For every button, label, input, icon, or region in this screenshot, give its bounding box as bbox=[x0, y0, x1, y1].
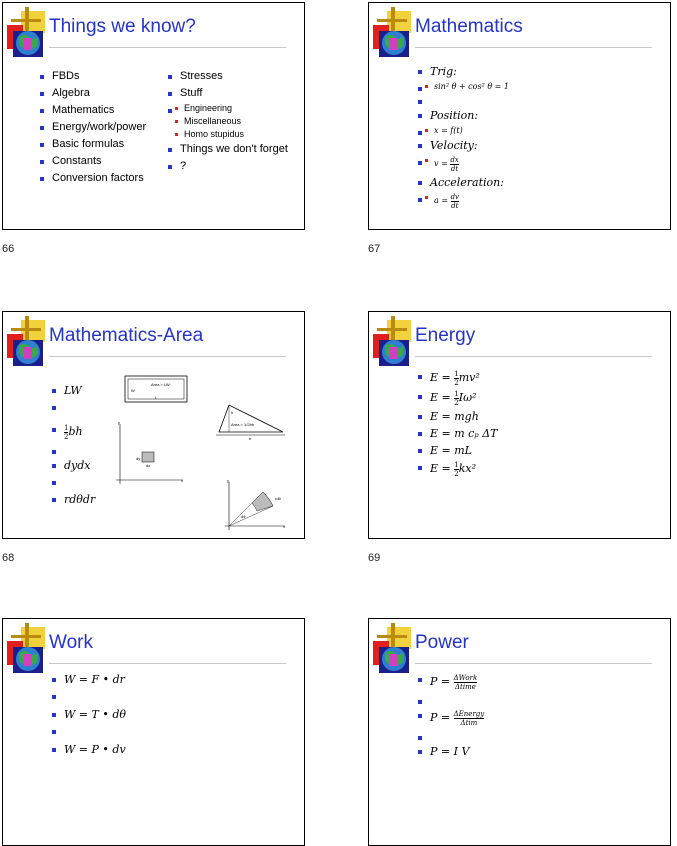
fig2-area-label: Area = 1/2bh bbox=[231, 422, 255, 427]
position-label: Position: bbox=[417, 107, 509, 124]
spacer bbox=[51, 399, 95, 421]
title-rule bbox=[49, 356, 286, 357]
fraction-numerator: 1 bbox=[454, 389, 459, 398]
energy-eq-post: kx² bbox=[458, 462, 476, 475]
sub-list bbox=[423, 191, 509, 211]
energy-equation bbox=[417, 442, 498, 459]
fig4-rdtheta: rdθ bbox=[275, 496, 281, 501]
polar-figure bbox=[225, 478, 285, 530]
spacer bbox=[51, 723, 126, 741]
fig1-w: W bbox=[131, 388, 135, 393]
power-lhs: P = bbox=[430, 675, 451, 688]
list-item: ? bbox=[167, 158, 288, 175]
velocity-denominator: dt bbox=[450, 164, 459, 173]
half-denominator: 2 bbox=[64, 432, 69, 441]
spacer bbox=[417, 93, 509, 107]
slide-title: Mathematics bbox=[415, 16, 523, 37]
sub-list-container bbox=[417, 154, 509, 174]
power-energy-numerator: ΔEnergy bbox=[453, 709, 485, 718]
sub-list bbox=[173, 102, 288, 141]
energy-equation bbox=[417, 425, 498, 442]
acceleration-equation bbox=[423, 191, 509, 211]
slide-title: Things we know? bbox=[49, 16, 196, 37]
spacer bbox=[417, 693, 484, 707]
sub-list-item: Homo stupidus bbox=[173, 128, 288, 141]
slide-number: 67 bbox=[368, 243, 381, 255]
list-item: Mathematics bbox=[39, 102, 146, 119]
spacer bbox=[51, 688, 126, 706]
energy-eq-text: E = bbox=[430, 391, 455, 404]
title-rule bbox=[49, 663, 286, 664]
slide-number: 69 bbox=[368, 552, 381, 564]
rectangle-figure bbox=[125, 376, 187, 402]
sub-list bbox=[423, 80, 509, 93]
power-work-denominator: Δtime bbox=[454, 682, 476, 691]
slide-title: Energy bbox=[415, 325, 476, 346]
power-energy-fraction bbox=[454, 710, 485, 727]
slide-66[interactable] bbox=[2, 2, 305, 230]
spacer bbox=[51, 443, 95, 457]
sub-list-item: Engineering bbox=[173, 102, 288, 115]
fraction-numerator: 1 bbox=[454, 460, 459, 469]
energy-equation bbox=[417, 459, 498, 479]
fig3-x: x bbox=[181, 478, 183, 483]
list-item: FBDs bbox=[39, 68, 146, 85]
bh-text: bh bbox=[68, 425, 83, 438]
slide-68[interactable] bbox=[2, 311, 305, 539]
power-list bbox=[417, 671, 484, 760]
topic-list-left bbox=[39, 68, 146, 187]
title-rule bbox=[415, 356, 652, 357]
energy-equation bbox=[417, 408, 498, 425]
trig-equation: sin² θ + cos² θ = 1 bbox=[423, 80, 509, 93]
slide-power[interactable] bbox=[368, 618, 671, 846]
fig3-y: y bbox=[118, 420, 120, 425]
fig1-area-label: Area = LW bbox=[151, 382, 170, 387]
energy-list bbox=[417, 368, 498, 479]
power-eq-work bbox=[417, 671, 484, 693]
velocity-numerator: dx bbox=[450, 155, 459, 164]
trig-label: Trig: bbox=[417, 63, 509, 80]
slide-work[interactable] bbox=[2, 618, 305, 846]
power-work-fraction bbox=[454, 674, 478, 691]
list-item: Conversion factors bbox=[39, 170, 146, 187]
energy-eq-text: E = mL bbox=[430, 444, 472, 457]
slide-title: Mathematics-Area bbox=[49, 325, 204, 346]
energy-eq-text: E = m cₚ ΔT bbox=[430, 427, 498, 440]
slide-logo-icon bbox=[7, 623, 47, 673]
velocity-label: Velocity: bbox=[417, 137, 509, 154]
energy-eq-text: E = bbox=[430, 371, 455, 384]
slide-logo-icon bbox=[7, 7, 47, 57]
energy-equation bbox=[417, 368, 498, 388]
sub-list bbox=[423, 124, 509, 137]
fraction-denominator: 2 bbox=[454, 469, 459, 478]
fig1-l: L bbox=[155, 395, 158, 400]
sub-list-container bbox=[417, 80, 509, 93]
fig3-dy: dy bbox=[136, 456, 141, 461]
spacer bbox=[51, 474, 95, 491]
sub-list-container bbox=[167, 102, 288, 141]
triangle-figure bbox=[216, 405, 285, 441]
fraction-denominator: 2 bbox=[454, 378, 459, 387]
list-item: Stuff bbox=[167, 85, 288, 102]
area-list bbox=[51, 382, 95, 508]
sub-list-container bbox=[417, 124, 509, 137]
list-item: Things we don't forget bbox=[167, 141, 288, 158]
spacer bbox=[417, 729, 484, 743]
work-eq-torque: W = T • dθ bbox=[51, 706, 126, 723]
power-eq-electric: P = I V bbox=[417, 743, 484, 760]
title-rule bbox=[415, 47, 652, 48]
list-item: Constants bbox=[39, 153, 146, 170]
slide-logo-icon bbox=[7, 316, 47, 366]
fraction-denominator: 2 bbox=[454, 398, 459, 407]
power-energy-denominator: Δtim bbox=[454, 718, 485, 727]
slide-logo-icon bbox=[373, 316, 413, 366]
power-eq-energy bbox=[417, 707, 484, 729]
dydx-figure bbox=[116, 420, 183, 484]
area-item-rdthetadr: rdθdr bbox=[51, 491, 95, 508]
slide-number: 66 bbox=[2, 243, 15, 255]
acceleration-numerator: dv bbox=[450, 192, 459, 201]
energy-eq-post: mv² bbox=[458, 371, 480, 384]
slide-title: Work bbox=[49, 632, 93, 653]
sub-list bbox=[423, 154, 509, 174]
acceleration-label: Acceleration: bbox=[417, 174, 509, 191]
slide-logo-icon bbox=[373, 623, 413, 673]
acceleration-denominator: dt bbox=[451, 201, 459, 210]
velocity-lhs: v = bbox=[434, 159, 448, 168]
half-numerator: 1 bbox=[64, 423, 69, 432]
sub-list-item: Miscellaneous bbox=[173, 115, 288, 128]
slide-title: Power bbox=[415, 632, 469, 653]
title-rule bbox=[49, 47, 286, 48]
velocity-equation bbox=[423, 154, 509, 174]
work-list bbox=[51, 671, 126, 758]
area-item-lw: LW bbox=[51, 382, 95, 399]
energy-eq-text: E = mgh bbox=[430, 410, 479, 423]
work-eq-force: W = F • dr bbox=[51, 671, 126, 688]
power-work-numerator: ΔWork bbox=[453, 673, 478, 682]
fig2-h: h bbox=[231, 410, 234, 415]
fig2-b: b bbox=[249, 436, 252, 441]
energy-eq-post: Iω² bbox=[458, 391, 477, 404]
area-item-bh bbox=[51, 421, 95, 443]
list-item: Energy/work/power bbox=[39, 119, 146, 136]
work-eq-pressure: W = P • dv bbox=[51, 741, 126, 758]
topic-list-right bbox=[167, 68, 288, 175]
area-item-dydx: dydx bbox=[51, 457, 95, 474]
slide-69[interactable] bbox=[368, 311, 671, 539]
slide-logo-icon bbox=[373, 7, 413, 57]
energy-eq-text: E = bbox=[430, 462, 455, 475]
fig4-y: y bbox=[227, 478, 229, 483]
fig4-x: x bbox=[283, 524, 285, 529]
list-item: Basic formulas bbox=[39, 136, 146, 153]
list-item: Stresses bbox=[167, 68, 288, 85]
velocity-fraction bbox=[450, 156, 458, 173]
fig4-dtheta: dθ bbox=[241, 514, 246, 519]
slide-number: 68 bbox=[2, 552, 15, 564]
list-item: Algebra bbox=[39, 85, 146, 102]
fig3-dx: dx bbox=[146, 463, 151, 468]
acceleration-fraction bbox=[451, 193, 459, 210]
power-lhs: P = bbox=[430, 711, 451, 724]
math-list bbox=[417, 63, 509, 211]
fraction-numerator: 1 bbox=[454, 369, 459, 378]
slide-67[interactable] bbox=[368, 2, 671, 230]
sub-list-container bbox=[417, 191, 509, 211]
acceleration-lhs: a = bbox=[434, 196, 449, 205]
title-rule bbox=[415, 663, 652, 664]
area-figures bbox=[113, 372, 303, 537]
energy-equation bbox=[417, 388, 498, 408]
position-equation: x = f(t) bbox=[423, 124, 509, 137]
